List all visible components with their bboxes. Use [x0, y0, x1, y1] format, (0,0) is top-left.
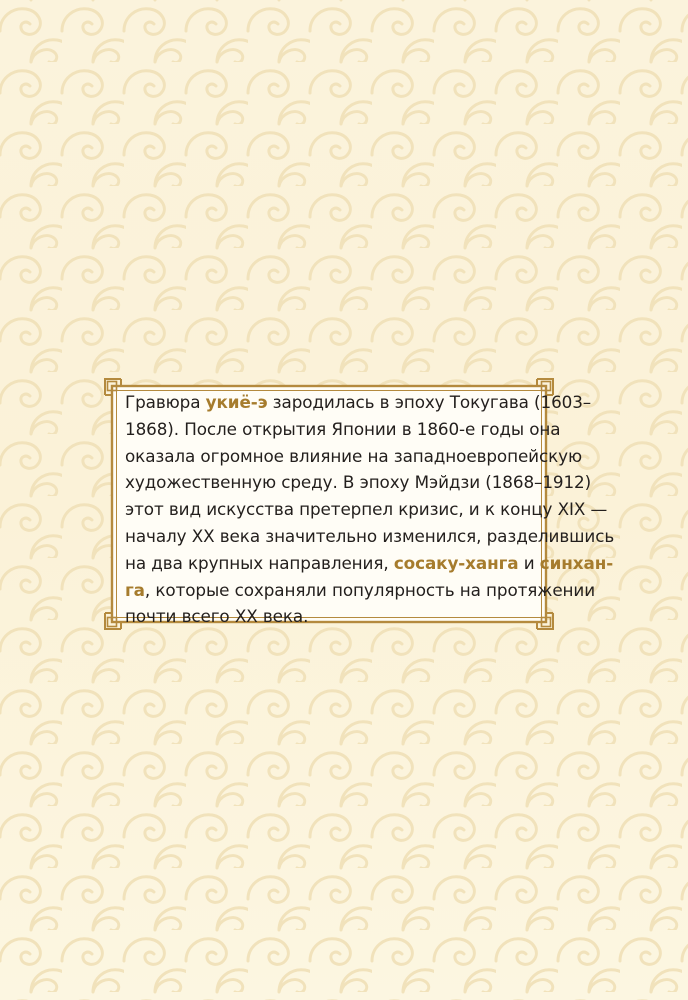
paragraph-line-7 [125, 550, 614, 577]
text-frame [104, 378, 615, 630]
paragraph-line-6: началу XX века значительно изменился, разделившись [125, 525, 615, 546]
paragraph-line-8 [125, 577, 596, 604]
paragraph-line-1 [125, 389, 592, 416]
line-text: Гравюра [125, 392, 206, 412]
line-text: и [518, 552, 540, 573]
paragraph-line-4: художественную среду. В эпоху Мэйдзи (1868–1912) [125, 472, 592, 493]
line-text: , которые сохраняли популярность на протяжении [144, 579, 596, 600]
paragraph-line-5: этот вид искусства претерпел кризис, и к концу XIX — [125, 499, 608, 520]
term-sosaku-hanga: сосаку-ханга [393, 552, 519, 573]
term-ukiyo-e: укиё-э [205, 392, 268, 412]
line-text: зародилась в эпоху Токугава (1603– [267, 392, 592, 412]
line-text: на два крупных направления, [125, 552, 394, 573]
term-shin-hanga-part1: синхан- [539, 552, 614, 573]
paragraph-line-9: почти всего XX века. [125, 606, 309, 627]
paragraph-line-2: 1868). После открытия Японии в 1860-е годы она [125, 418, 561, 439]
main-paragraph [125, 389, 615, 630]
paragraph-line-3: оказала огромное влияние на западноевропейскую [125, 445, 582, 466]
term-shin-hanga-part2: га [125, 579, 145, 600]
